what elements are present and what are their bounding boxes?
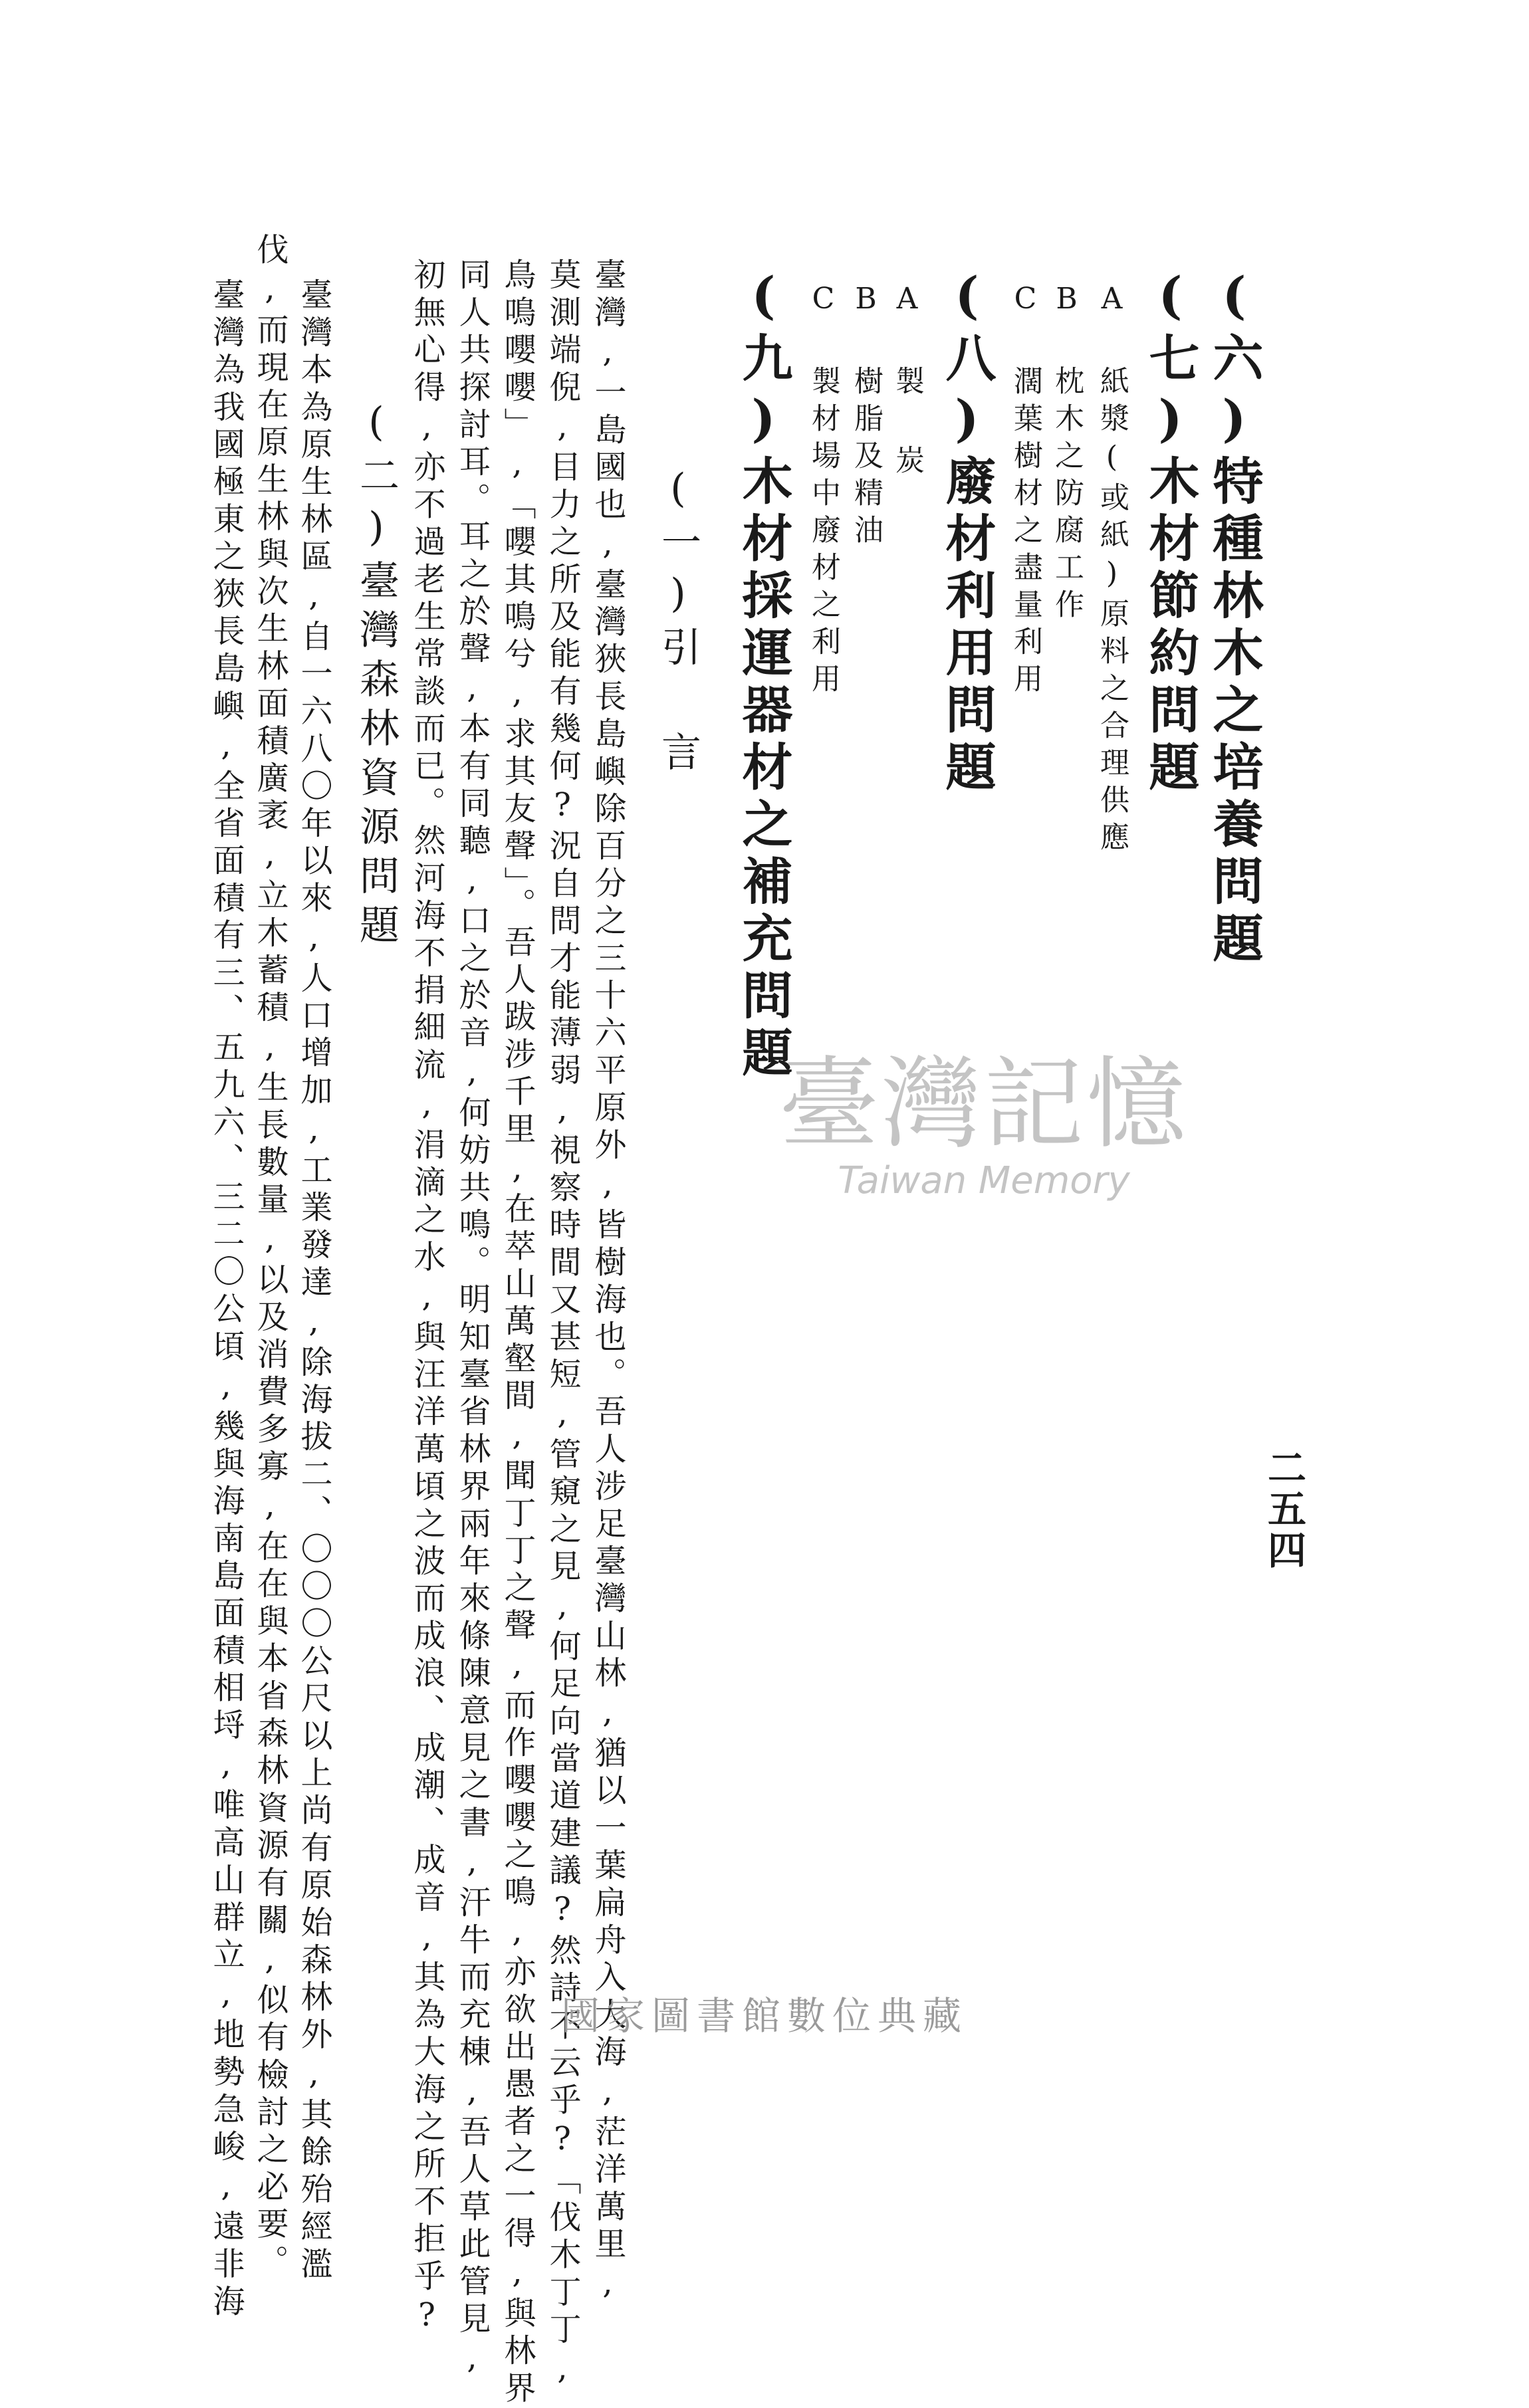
watermark — [764, 1024, 1203, 1202]
section-1-line-5: 初無心得,亦不過老生常談而已。然河海不捐細流,涓滴之水,與汪洋萬頃之波而成浪、成潮、成音,其為大海之所不拒乎? — [408, 258, 445, 2339]
toc-item-7-a: A 紙漿(或紙)原料之合理供應 — [1095, 282, 1129, 859]
section-2-line-3: 臺灣為我國極東之狹長島嶼,全省面積有三、五九六、三二〇公頃,幾與海南島面積相埒,唯高山群立,地勢急峻,遠非海 — [207, 278, 245, 2322]
toc-item-7-c: C 濶葉樹材之盡量利用 — [1008, 282, 1042, 701]
toc-item-8-b: B 樹脂及精油 — [849, 282, 883, 552]
section-2-line-2: 伐,而現在原生林與次生林面積廣袤,立木蓄積,生長數量,以及消費多寡,在在與本省森林資源有關,似有檢討之必要。 — [251, 233, 289, 2282]
section-2-title: (二)臺灣森林資源問題 — [353, 399, 400, 953]
toc-item-7-b: B 枕木之防腐工作 — [1050, 282, 1084, 626]
section-1-line-4: 同人共探討耳。耳之於聲,本有同聽,口之於音,何妨共鳴。明知臺省林界兩年來條陳意見之書,汗牛而充棟,吾人草此管見, — [453, 258, 491, 2382]
toc-item-6: (六)特種林木之培養問題 — [1205, 266, 1264, 969]
section-1-line-1: 臺灣,一島國也,臺灣狹長島嶼除百分之三十六平原外,皆樹海也。吾人涉足臺灣山林,猶以一葉扁舟入大海,茫洋萬里, — [589, 258, 626, 2307]
section-1-line-3: 鳥鳴嚶嚶」,「嚶其鳴兮,求其友聲」。吾人跋涉千里,在萃山萬壑間,聞丁丁之聲,而作嚶嚶之鳴,亦欲出愚者之一得,與林界 — [499, 258, 536, 2408]
section-1-line-2: 莫測端倪,目力之所及能有幾何?況自問才能薄弱,視察時間又甚短,管窺之見,何足向當道建議?然詩不云乎?「伐木丁丁, — [544, 258, 581, 2393]
page-number: 二五四 — [1261, 1448, 1306, 1571]
toc-item-9: (九)木材採運器材之補充問題 — [734, 266, 793, 1083]
footer-collection-label: 國家圖書館數位典藏 — [560, 1993, 968, 2038]
toc-item-7: (七)木材節約問題 — [1141, 266, 1200, 798]
section-1-title: (一)引 言 — [655, 465, 701, 780]
watermark-subtitle: Taiwan Memory — [838, 1159, 1130, 1202]
toc-item-8-c: C 製材場中廢材之利用 — [806, 282, 840, 701]
watermark-title: 臺灣記憶 — [778, 1047, 1189, 1162]
toc-item-8: (八)廢材利用問題 — [937, 266, 997, 798]
section-2-line-1: 臺灣本為原生林區,自一六八〇年以來,人口增加,工業發達,除海拔二、〇〇〇公尺以上尚有原始森林外,其餘殆經濫 — [295, 278, 332, 2284]
toc-item-8-a: A 製 炭 — [890, 282, 924, 482]
